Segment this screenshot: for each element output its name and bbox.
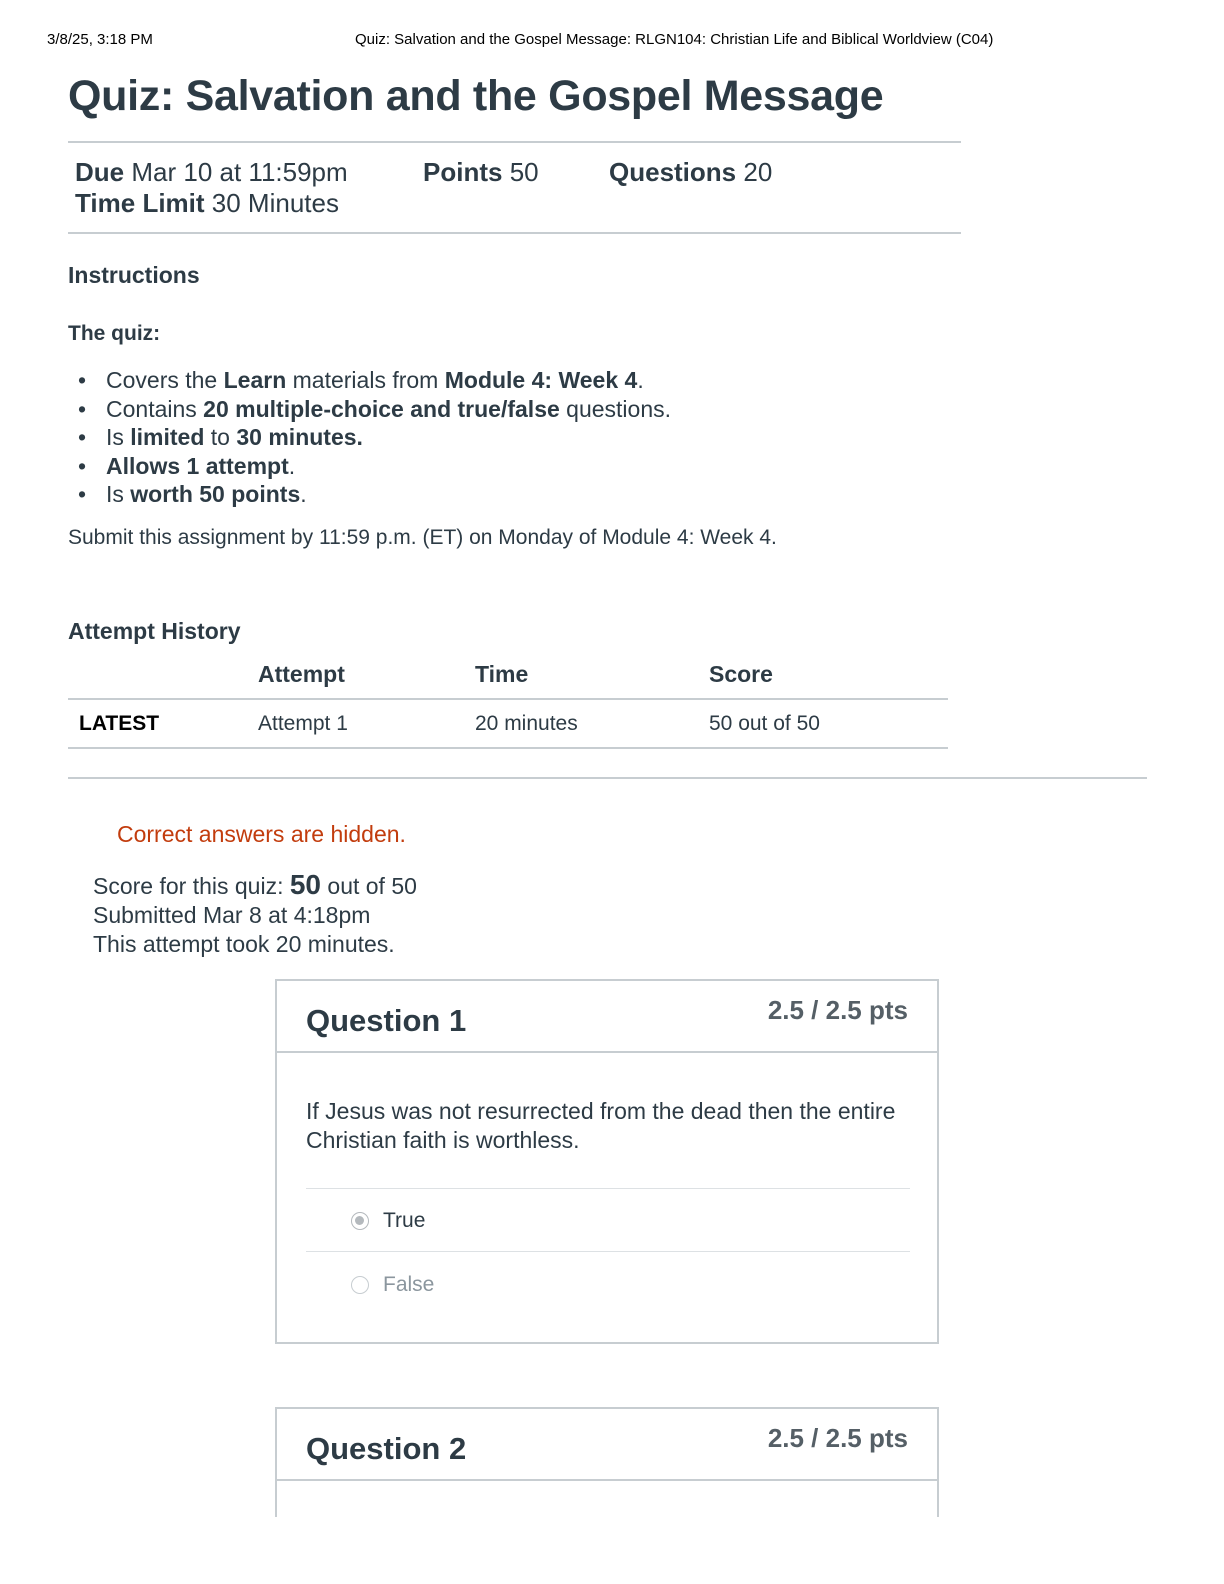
instructions-heading: Instructions: [68, 262, 200, 288]
instruction-item: • Allows 1 attempt.: [68, 452, 671, 481]
attempt-history-heading: Attempt History: [68, 618, 241, 644]
column-header-attempt: Attempt: [258, 661, 345, 687]
meta-divider: [68, 232, 961, 234]
time-limit: [75, 188, 339, 219]
table-header-row: [68, 652, 948, 700]
time-limit-label: Time Limit: [75, 188, 205, 218]
questions-value: 20: [743, 157, 773, 187]
question-card: [275, 1407, 939, 1517]
column-header-time: Time: [475, 661, 529, 687]
question-title: Question 2: [306, 1431, 467, 1466]
question-header: [277, 981, 937, 1053]
answer-label: False: [383, 1273, 435, 1296]
answer-label: True: [383, 1209, 426, 1232]
table-row: [68, 700, 948, 749]
instructions-list: [68, 366, 671, 509]
due-label: Due: [75, 157, 125, 187]
submitted-time: Submitted Mar 8 at 4:18pm: [93, 902, 371, 928]
instruction-item: • Is limited to 30 minutes.: [68, 423, 671, 452]
points-label: Points: [423, 157, 503, 187]
question-points: 2.5 / 2.5 pts: [767, 1423, 908, 1453]
title-divider: [68, 141, 961, 143]
attempt-link[interactable]: Attempt 1: [258, 712, 348, 735]
answers-hidden-notice: Correct answers are hidden.: [117, 821, 406, 847]
question-body: [277, 1053, 937, 1344]
question-header: [277, 1409, 937, 1481]
instruction-item: • Covers the Learn materials from Module 4: Week 4.: [68, 366, 671, 395]
print-header: [0, 31, 1224, 51]
radio-unchecked-icon[interactable]: [351, 1276, 369, 1294]
print-page-title: Quiz: Salvation and the Gospel Message: RLGN104: Christian Life and Biblical Worldview (C04): [355, 31, 994, 48]
attempt-history-table: [68, 652, 948, 749]
due-value: Mar 10 at 11:59pm: [131, 157, 348, 187]
attempt-time: 20 minutes: [475, 712, 578, 735]
question-title: Question 1: [306, 1003, 467, 1038]
page-title: Quiz: Salvation and the Gospel Message: [68, 72, 884, 120]
time-limit-value: 30 Minutes: [211, 188, 339, 218]
points-value: 50: [509, 157, 539, 187]
instruction-item: • Is worth 50 points.: [68, 480, 671, 509]
question-count: [609, 157, 772, 188]
score-value: 50: [289, 869, 322, 900]
print-date: 3/8/25, 3:18 PM: [47, 31, 153, 48]
submit-deadline: Submit this assignment by 11:59 p.m. (ET) on Monday of Module 4: Week 4.: [68, 526, 777, 549]
attempt-duration: This attempt took 20 minutes.: [93, 931, 395, 957]
section-divider: [68, 777, 1147, 779]
radio-checked-icon[interactable]: [351, 1212, 369, 1230]
answer-divider: [306, 1188, 910, 1189]
due-date: [75, 157, 348, 188]
question-card: [275, 979, 939, 1344]
instructions-intro: The quiz:: [68, 322, 161, 345]
points: [423, 157, 539, 188]
score-summary: [93, 870, 417, 959]
quiz-score: Score for this quiz: 50 out of 50: [93, 869, 417, 900]
instruction-item: • Contains 20 multiple-choice and true/false questions.: [68, 395, 671, 424]
questions-label: Questions: [609, 157, 737, 187]
question-text: If Jesus was not resurrected from the dead then the entire Christian faith is worthless.: [306, 1098, 896, 1153]
latest-label: LATEST: [79, 712, 160, 735]
attempt-score: 50 out of 50: [709, 712, 820, 735]
answer-divider: [306, 1251, 910, 1252]
column-header-score: Score: [709, 661, 773, 687]
question-points: 2.5 / 2.5 pts: [767, 995, 908, 1025]
